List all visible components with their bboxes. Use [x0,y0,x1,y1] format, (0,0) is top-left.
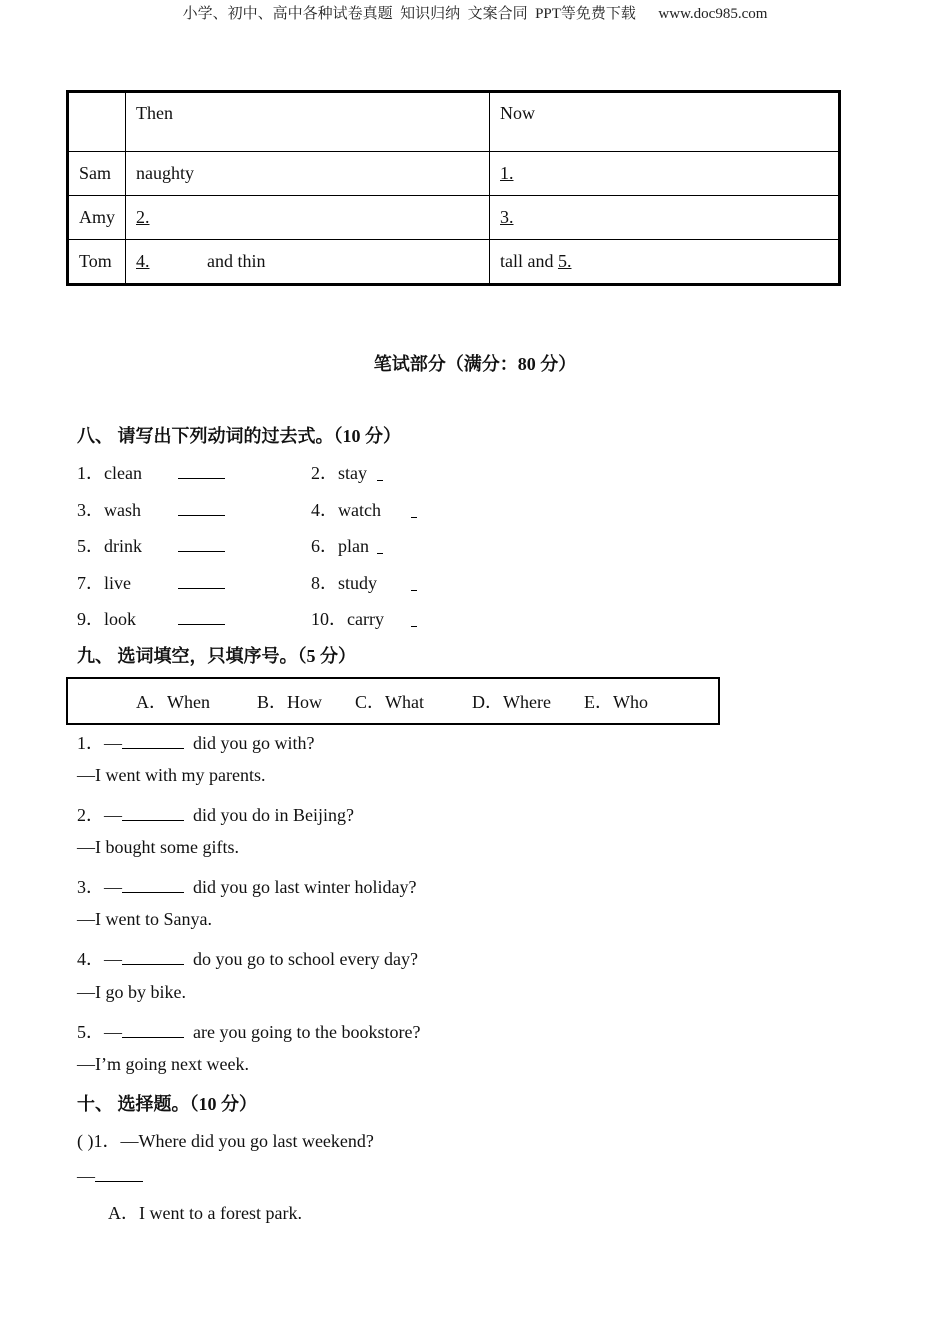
option-a: A．When [136,692,210,712]
part9-title: 九、 选词填空，只填序号。（5 分） [77,646,356,666]
verb-item: 6．plan [311,536,369,556]
table-cell: Tom [68,240,126,285]
answer-blank[interactable] [122,946,184,965]
answer-blank[interactable] [122,874,184,893]
blank-number: 5. [557,251,572,271]
table-row [68,196,840,240]
blank-number: 3. [500,207,514,227]
table-cell [490,240,840,285]
answer-blank[interactable] [377,535,383,554]
verb-item: 8．study [311,573,378,593]
answer-blank[interactable] [178,606,225,625]
table-cell [126,196,490,240]
table-cell [126,240,490,285]
section-title: 笔试部分（满分：80 分） [373,354,577,374]
fill-question: 4．— do you go to school every day? [77,945,418,971]
option-d: D．Where [472,692,551,712]
table-header-cell: Now [490,92,840,152]
table-cell: Amy [68,196,126,240]
verb-item: 5．drink [77,536,142,556]
mc-question: ( )1．—Where did you go last weekend? [77,1131,374,1151]
fill-answer: —I bought some gifts. [77,837,239,857]
verb-item: 10．carry [311,609,384,629]
option-e: E．Who [584,692,648,712]
mc-answer-line: — [77,1163,143,1187]
table-row [68,152,840,196]
table-cell [490,196,840,240]
blank-number: 4. [136,251,150,271]
table-cell-text: tall and [500,251,554,271]
verb-item: 1．clean [77,463,142,483]
fill-answer: —I’m going next week. [77,1054,249,1074]
fill-question: 1．— did you go with? [77,729,315,755]
table-cell [490,152,840,196]
fill-question: 3．— did you go last winter holiday? [77,873,416,899]
table-cell: naughty [126,152,490,196]
table-cell: Sam [68,152,126,196]
answer-blank[interactable] [411,572,417,591]
option-b: B．How [257,692,323,712]
blank-number: 1. [500,163,514,183]
fill-question: 5．— are you going to the bookstore? [77,1018,420,1044]
verb-item: 7．live [77,573,131,593]
answer-blank[interactable] [377,462,383,481]
verb-item: 9．look [77,609,137,629]
comparison-table [66,90,841,286]
mc-option-a[interactable]: A．I went to a forest park. [108,1203,302,1223]
answer-blank[interactable] [411,608,417,627]
fill-answer: —I go by bike. [77,982,186,1002]
table-row [68,240,840,285]
verb-item: 4．watch [311,500,381,520]
part10-title: 十、 选择题。（10 分） [77,1094,257,1114]
answer-blank[interactable] [122,802,184,821]
answer-blank[interactable] [122,1019,184,1038]
verb-item: 2．stay [311,463,367,483]
word-options-box [66,677,720,725]
answer-blank[interactable] [95,1163,143,1182]
part8-title: 八、 请写出下列动词的过去式。（10 分） [77,426,401,446]
fill-answer: —I went to Sanya. [77,909,212,929]
fill-question: 2．— did you do in Beijing? [77,801,354,827]
page-header: 小学、初中、高中各种试卷真题 知识归纳 文案合同 PPT等免费下载 www.doc985.com [182,6,768,22]
table-header-cell: Then [126,92,490,152]
answer-blank[interactable] [178,497,225,516]
answer-blank[interactable] [178,460,225,479]
answer-blank[interactable] [411,499,417,518]
table-header-row [68,92,840,152]
option-c: C．What [355,692,424,712]
answer-blank[interactable] [178,570,225,589]
blank-number: 2. [136,207,150,227]
answer-blank[interactable] [122,730,184,749]
table-cell-text: and thin [207,251,266,271]
fill-answer: —I went with my parents. [77,765,266,785]
answer-blank[interactable] [178,533,225,552]
table-header-cell [68,92,126,152]
verb-item: 3．wash [77,500,141,520]
